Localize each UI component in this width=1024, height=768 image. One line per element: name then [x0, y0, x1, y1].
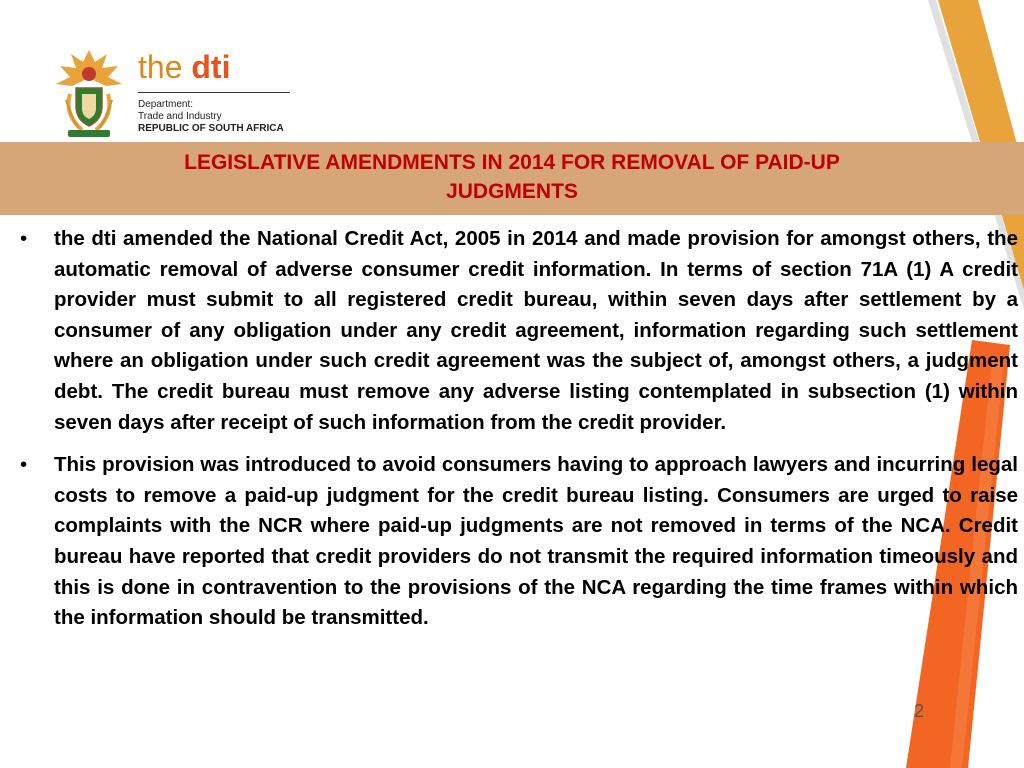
slide-content [20, 224, 1018, 646]
bullet-text: This provision was introduced to avoid consumers having to approach lawyers and incurring legal costs to remove a paid-up judgment for the credit bureau listing. Consumers are urged to raise complaints with the NCR where paid-up judgments are not removed in terms of the NCA. Credit bureau have reported that credit providers do not transmit the required information timeously and this is done in contravention to the provisions of the NCA regarding the time frames within which the information should be transmitted. [54, 453, 1018, 630]
brand-dti: dti [191, 49, 231, 85]
title-line-2: JUDGMENTS [446, 180, 578, 203]
bullet-text: the dti amended the National Credit Act, 2005 in 2014 and made provision for amongst others, the automatic removal of adverse consumer credit information. In terms of section 71A (1) A credit provider must submit to all registered credit bureau, within seven days after settlement by a consumer of any obligation under any credit agreement, information regarding such settlement where an obligation under such credit agreement was the subject of, amongst others, a judgment debt. The credit bureau must remove any adverse listing contemplated in subsection (1) within seven days after receipt of such information from the credit provider. [54, 227, 1018, 434]
bullet-marker: • [20, 453, 28, 477]
title-line-1: LEGISLATIVE AMENDMENTS IN 2014 FOR REMOVAL OF PAID-UP [184, 151, 840, 174]
bullet-item [20, 450, 1018, 634]
slide-title [0, 148, 1024, 206]
department-text [138, 99, 284, 135]
brand-name [138, 50, 230, 84]
dept-line-3: REPUBLIC OF SOUTH AFRICA [138, 123, 284, 134]
dept-line-2: Trade and Industry [138, 111, 222, 122]
page-number: 2 [914, 701, 925, 721]
bullet-marker: • [20, 227, 28, 250]
brand-divider [138, 92, 290, 93]
coat-of-arms-icon [52, 44, 126, 140]
bullet-item [20, 224, 1018, 438]
brand-the: the [138, 49, 183, 85]
dti-logo [52, 44, 302, 140]
dept-line-1: Department: [138, 99, 194, 110]
